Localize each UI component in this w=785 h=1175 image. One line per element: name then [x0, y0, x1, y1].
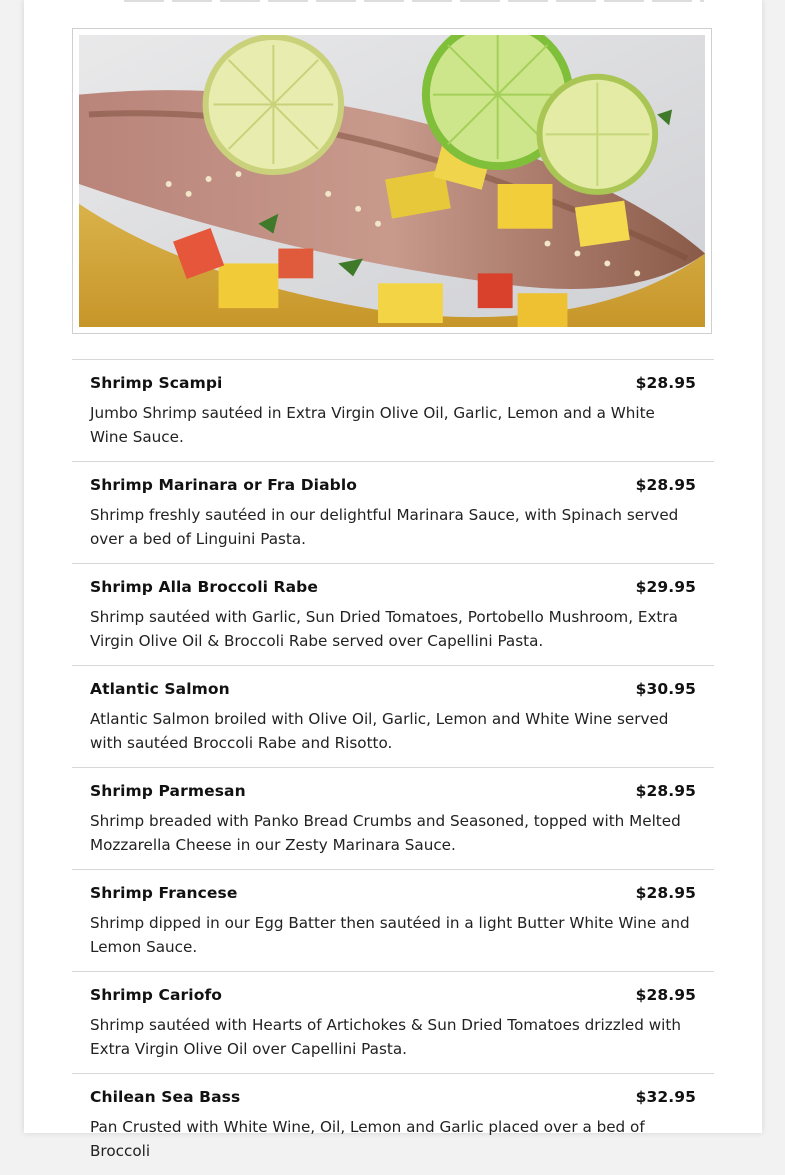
dish-price: $30.95: [635, 680, 696, 698]
dish-name: Shrimp Scampi: [90, 374, 223, 392]
list-item: [72, 971, 714, 1073]
dish-price: $28.95: [635, 782, 696, 800]
list-item: [72, 767, 714, 869]
dish-description: Atlantic Salmon broiled with Olive Oil, Garlic, Lemon and White Wine served with sautéed Broccoli Rabe and Risotto.: [90, 710, 669, 752]
dish-name: Shrimp Parmesan: [90, 782, 246, 800]
dish-name: Shrimp Marinara or Fra Diablo: [90, 476, 358, 494]
dish-price: $28.95: [635, 374, 696, 392]
dish-description: Shrimp breaded with Panko Bread Crumbs and Seasoned, topped with Melted Mozzarella Cheese in our Zesty Marinara Sauce.: [90, 812, 681, 854]
list-item: [72, 665, 714, 767]
dish-description: Pan Crusted with White Wine, Oil, Lemon and Garlic placed over a bed of Broccoli: [90, 1118, 645, 1160]
dish-description: Shrimp dipped in our Egg Batter then sautéed in a light Butter White Wine and Lemon Sauce.: [90, 914, 690, 956]
dish-name: Atlantic Salmon: [90, 680, 230, 698]
dish-price: $28.95: [635, 986, 696, 1004]
dish-price: $32.95: [635, 1088, 696, 1106]
list-item: [72, 869, 714, 971]
dish-name: Shrimp Alla Broccoli Rabe: [90, 578, 318, 596]
dish-description: Shrimp sautéed with Hearts of Artichokes & Sun Dried Tomatoes drizzled with Extra Virgin Olive Oil over Capellini Pasta.: [90, 1016, 681, 1058]
menu-page: [24, 0, 762, 1160]
dish-description: Shrimp sautéed with Garlic, Sun Dried Tomatoes, Portobello Mushroom, Extra Virgin Olive Oil & Broccoli Rabe served over Capellini Pasta.: [90, 608, 678, 650]
list-item: [72, 563, 714, 665]
dish-name: Shrimp Francese: [90, 884, 238, 902]
dish-price: $28.95: [635, 476, 696, 494]
cut-off-heading: [124, 0, 704, 2]
dish-photo-frame: [72, 28, 712, 334]
dish-price: $28.95: [635, 884, 696, 902]
food-photo: [79, 35, 705, 327]
dish-name: Chilean Sea Bass: [90, 1088, 241, 1106]
list-item: [72, 359, 714, 461]
dish-description: Jumbo Shrimp sautéed in Extra Virgin Olive Oil, Garlic, Lemon and a White Wine Sauce.: [90, 404, 655, 446]
list-item: [72, 1073, 714, 1175]
dish-name: Shrimp Cariofo: [90, 986, 223, 1004]
menu-list: [72, 359, 714, 1175]
dish-price: $29.95: [635, 578, 696, 596]
dish-description: Shrimp freshly sautéed in our delightful Marinara Sauce, with Spinach served over a bed of Linguini Pasta.: [90, 506, 679, 548]
list-item: [72, 461, 714, 563]
